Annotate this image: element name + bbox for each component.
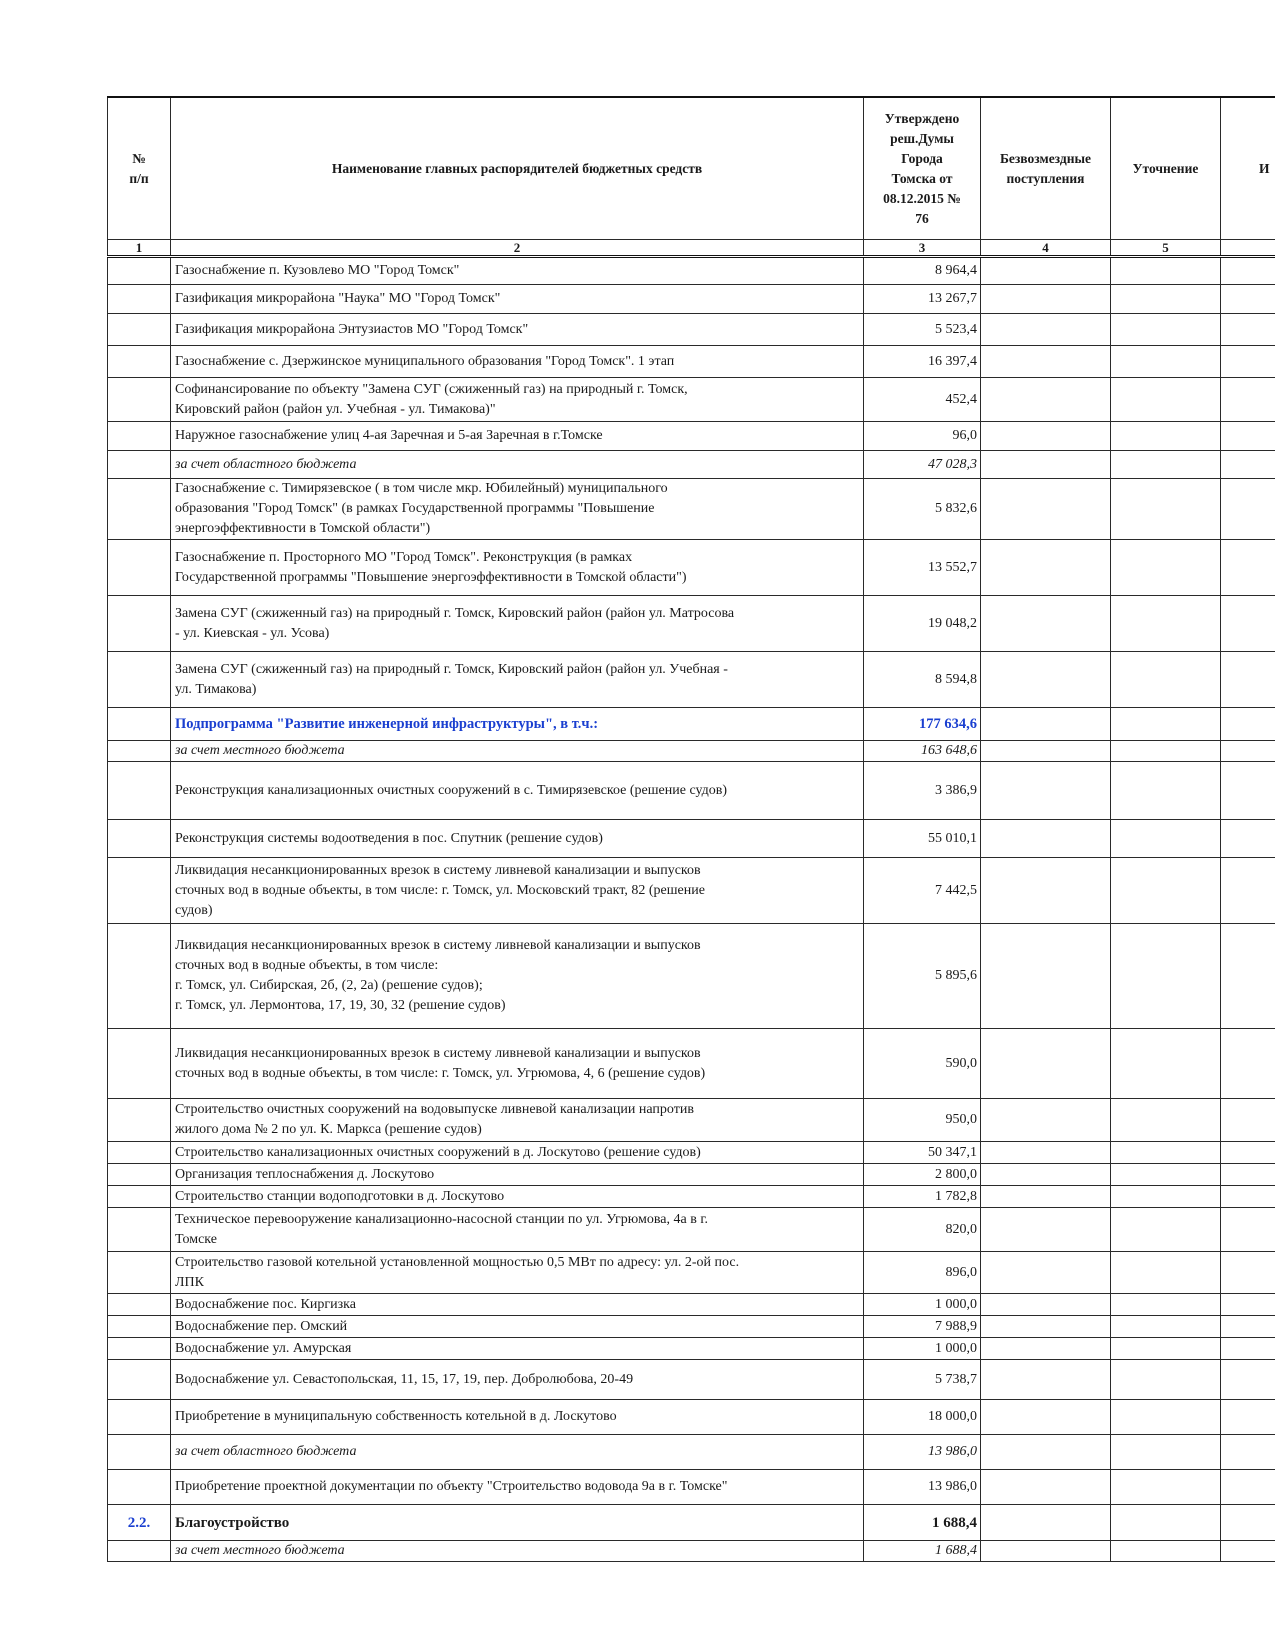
row-approved-value: 13 986,0	[864, 1470, 981, 1505]
row-name	[171, 741, 864, 762]
row-number	[108, 1360, 171, 1400]
row-name	[171, 820, 864, 858]
row-approved-value: 5 523,4	[864, 314, 981, 346]
row-extra-value	[1221, 652, 1275, 708]
row-number	[108, 1164, 171, 1186]
row-extra-value	[1221, 1186, 1275, 1208]
row-approved-value: 1 688,4	[864, 1505, 981, 1541]
row-name-text: Газификация микрорайона "Наука" МО "Город Томск"	[175, 291, 501, 306]
table-row	[108, 708, 1275, 741]
row-grants-value	[981, 479, 1111, 540]
row-extra-value	[1221, 708, 1275, 741]
row-approved-value: 820,0	[864, 1208, 981, 1252]
row-extra-value	[1221, 1029, 1275, 1099]
row-number	[108, 596, 171, 652]
row-name-text: за счет областного бюджета	[175, 456, 357, 472]
row-name	[171, 1400, 864, 1435]
row-extra-value	[1221, 1099, 1275, 1142]
row-grants-value	[981, 1316, 1111, 1338]
row-name-text: Благоустройство	[175, 1514, 290, 1531]
row-name-text: за счет местного бюджета	[175, 1543, 345, 1558]
row-grants-value	[981, 1505, 1111, 1541]
row-name-text: Реконструкция канализационных очистных сооружений в с. Тимирязевское (решение судов)	[175, 782, 727, 798]
row-extra-value	[1221, 1208, 1275, 1252]
row-number	[108, 1316, 171, 1338]
table-row	[108, 1252, 1275, 1294]
table-row	[108, 924, 1275, 1029]
row-name	[171, 596, 864, 652]
row-name-text: Газификация микрорайона Энтузиастов МО "Город Томск"	[175, 321, 529, 337]
header-row	[108, 97, 1275, 240]
table-row	[108, 1164, 1275, 1186]
row-name-text: Строительство станции водоподготовки в д. Лоскутово	[175, 1188, 505, 1204]
row-grants-value	[981, 858, 1111, 924]
row-approved-value: 896,0	[864, 1252, 981, 1294]
row-name-text: Строительство очистных сооружений на водовыпуске ливневой канализации напротив жилого дома № 2 по ул. К. Маркса (решение судов)	[175, 1102, 694, 1137]
row-approved-value: 1 000,0	[864, 1294, 981, 1316]
table-body	[108, 257, 1275, 1562]
row-number	[108, 1400, 171, 1435]
row-refine-value	[1111, 741, 1221, 762]
row-number	[108, 378, 171, 422]
row-approved-value: 13 986,0	[864, 1435, 981, 1470]
row-name	[171, 479, 864, 540]
row-name-text: Строительство газовой котельной установленной мощностью 0,5 МВт по адресу: ул. 2-ой пос. ЛПК	[175, 1254, 740, 1290]
row-name	[171, 1338, 864, 1360]
row-number	[108, 1294, 171, 1316]
row-extra-value	[1221, 1294, 1275, 1316]
row-grants-value	[981, 1186, 1111, 1208]
row-grants-value	[981, 1294, 1111, 1316]
column-index-row	[108, 240, 1275, 257]
row-name-text: Водоснабжение пос. Киргизка	[175, 1296, 356, 1312]
row-name-text: Ликвидация несанкционированных врезок в систему ливневой канализации и выпусков сточных вод в водные объекты, в том числе: г. Томск, ул. Московский тракт, 82 (решение судов)	[175, 862, 705, 918]
row-approved-value: 5 738,7	[864, 1360, 981, 1400]
row-name-text: Замена СУГ (сжиженный газ) на природный г. Томск, Кировский район (район ул. Учебная - ул. Тимакова)	[175, 661, 728, 697]
row-grants-value	[981, 924, 1111, 1029]
row-extra-value	[1221, 1541, 1275, 1562]
row-number	[108, 652, 171, 708]
row-name	[171, 1142, 864, 1164]
row-extra-value	[1221, 1164, 1275, 1186]
row-name-text: Газоснабжение п. Кузовлево МО "Город Томск"	[175, 263, 460, 278]
row-refine-value	[1111, 762, 1221, 820]
row-refine-value	[1111, 257, 1221, 285]
row-extra-value	[1221, 314, 1275, 346]
row-grants-value	[981, 1029, 1111, 1099]
column-index-4: 4	[981, 240, 1111, 257]
row-approved-value: 5 895,6	[864, 924, 981, 1029]
row-name-text: Ликвидация несанкционированных врезок в систему ливневой канализации и выпусков сточных вод в водные объекты, в том числе: г. Томск, ул. Угрюмова, 4, 6 (решение судов)	[175, 1045, 706, 1081]
header-extra: И	[1221, 97, 1275, 240]
table-row	[108, 1338, 1275, 1360]
row-name-text: Наружное газоснабжение улиц 4-ая Заречная и 5-ая Заречная в г.Томске	[175, 428, 603, 443]
row-name-text: Газоснабжение с. Тимирязевское ( в том числе мкр. Юбилейный) муниципального образования "Город Томск" (в рамках Государственной программы "Повышение энергоэффективности в Томской области")	[175, 481, 668, 536]
row-refine-value	[1111, 346, 1221, 378]
row-number	[108, 1541, 171, 1562]
row-approved-value: 590,0	[864, 1029, 981, 1099]
row-approved-value: 13 552,7	[864, 540, 981, 596]
row-name	[171, 540, 864, 596]
row-name	[171, 451, 864, 479]
row-extra-value	[1221, 1142, 1275, 1164]
table-row	[108, 1435, 1275, 1470]
table-row	[108, 314, 1275, 346]
row-extra-value	[1221, 741, 1275, 762]
row-name-text: Строительство канализационных очистных сооружений в д. Лоскутово (решение судов)	[175, 1144, 701, 1160]
row-grants-value	[981, 422, 1111, 451]
row-refine-value	[1111, 1142, 1221, 1164]
row-name-text: Приобретение проектной документации по объекту "Строительство водовода 9а в г. Томске"	[175, 1479, 728, 1494]
row-approved-value: 177 634,6	[864, 708, 981, 741]
row-name-text: Подпрограмма "Развитие инженерной инфраструктуры", в т.ч.:	[175, 716, 599, 732]
row-name	[171, 1470, 864, 1505]
table-row	[108, 1360, 1275, 1400]
row-refine-value	[1111, 858, 1221, 924]
row-number	[108, 479, 171, 540]
row-approved-value: 1 782,8	[864, 1186, 981, 1208]
row-number	[108, 1029, 171, 1099]
row-refine-value	[1111, 1338, 1221, 1360]
row-extra-value	[1221, 820, 1275, 858]
row-name	[171, 1186, 864, 1208]
row-name	[171, 1360, 864, 1400]
row-extra-value	[1221, 1338, 1275, 1360]
row-name	[171, 1164, 864, 1186]
budget-sheet	[107, 96, 1275, 1562]
row-approved-value: 7 442,5	[864, 858, 981, 924]
row-number	[108, 762, 171, 820]
table-row	[108, 451, 1275, 479]
row-grants-value	[981, 1435, 1111, 1470]
table-row	[108, 741, 1275, 762]
column-index-2: 2	[171, 240, 864, 257]
column-index-1: 1	[108, 240, 171, 257]
row-grants-value	[981, 1338, 1111, 1360]
row-name	[171, 1252, 864, 1294]
row-approved-value: 55 010,1	[864, 820, 981, 858]
row-refine-value	[1111, 1541, 1221, 1562]
row-grants-value	[981, 257, 1111, 285]
row-name	[171, 652, 864, 708]
row-refine-value	[1111, 1316, 1221, 1338]
table-row	[108, 1470, 1275, 1505]
row-number	[108, 346, 171, 378]
row-name	[171, 1294, 864, 1316]
table-row	[108, 596, 1275, 652]
table-row	[108, 762, 1275, 820]
row-approved-value: 8 964,4	[864, 257, 981, 285]
row-name	[171, 285, 864, 314]
table-row	[108, 1208, 1275, 1252]
row-grants-value	[981, 1252, 1111, 1294]
row-approved-value: 1 000,0	[864, 1338, 981, 1360]
row-name	[171, 257, 864, 285]
row-name-text: Приобретение в муниципальную собственность котельной в д. Лоскутово	[175, 1409, 617, 1424]
table-row	[108, 257, 1275, 285]
row-number	[108, 1142, 171, 1164]
row-number	[108, 1208, 171, 1252]
row-extra-value	[1221, 1435, 1275, 1470]
row-name-text: Газоснабжение п. Просторного МО "Город Томск". Реконструкция (в рамках Государственной программы "Повышение энергоэффективности в Томской области")	[175, 549, 687, 585]
row-number	[108, 451, 171, 479]
row-name-text: Реконструкция системы водоотведения в пос. Спутник (решение судов)	[175, 830, 603, 846]
row-refine-value	[1111, 378, 1221, 422]
row-name	[171, 1435, 864, 1470]
row-refine-value	[1111, 1470, 1221, 1505]
row-grants-value	[981, 708, 1111, 741]
row-refine-value	[1111, 1099, 1221, 1142]
row-approved-value: 16 397,4	[864, 346, 981, 378]
row-grants-value	[981, 346, 1111, 378]
row-grants-value	[981, 451, 1111, 479]
table-row	[108, 1142, 1275, 1164]
row-name-text: Водоснабжение ул. Севастопольская, 11, 15, 17, 19, пер. Добролюбова, 20-49	[175, 1371, 634, 1387]
row-name	[171, 762, 864, 820]
row-name	[171, 1541, 864, 1562]
row-number	[108, 741, 171, 762]
row-extra-value	[1221, 1470, 1275, 1505]
row-extra-value	[1221, 257, 1275, 285]
row-refine-value	[1111, 1435, 1221, 1470]
row-refine-value	[1111, 1186, 1221, 1208]
budget-table	[107, 96, 1275, 1562]
row-grants-value	[981, 762, 1111, 820]
row-refine-value	[1111, 422, 1221, 451]
row-approved-value: 950,0	[864, 1099, 981, 1142]
row-refine-value	[1111, 1208, 1221, 1252]
row-number	[108, 1099, 171, 1142]
row-name-text: за счет областного бюджета	[175, 1444, 357, 1459]
row-number	[108, 1338, 171, 1360]
table-row	[108, 1294, 1275, 1316]
row-name-text: Водоснабжение пер. Омский	[175, 1318, 348, 1334]
row-extra-value	[1221, 1505, 1275, 1541]
table-row	[108, 820, 1275, 858]
row-approved-value: 7 988,9	[864, 1316, 981, 1338]
table-row	[108, 1541, 1275, 1562]
row-grants-value	[981, 314, 1111, 346]
row-refine-value	[1111, 285, 1221, 314]
column-index-5: 5	[1111, 240, 1221, 257]
row-name	[171, 1505, 864, 1541]
row-refine-value	[1111, 1294, 1221, 1316]
row-name	[171, 1029, 864, 1099]
row-grants-value	[981, 1142, 1111, 1164]
row-grants-value	[981, 285, 1111, 314]
row-extra-value	[1221, 540, 1275, 596]
row-approved-value: 50 347,1	[864, 1142, 981, 1164]
row-approved-value: 47 028,3	[864, 451, 981, 479]
row-refine-value	[1111, 479, 1221, 540]
table-row	[108, 540, 1275, 596]
row-number	[108, 924, 171, 1029]
row-number	[108, 257, 171, 285]
row-name-text: Водоснабжение ул. Амурская	[175, 1340, 352, 1356]
row-approved-value: 8 594,8	[864, 652, 981, 708]
row-grants-value	[981, 596, 1111, 652]
row-extra-value	[1221, 858, 1275, 924]
row-name-text: Софинансирование по объекту "Замена СУГ (сжиженный газ) на природный г. Томск, Кировский район (район ул. Учебная - ул. Тимакова)"	[175, 381, 688, 417]
row-number: 2.2.	[108, 1505, 171, 1541]
row-extra-value	[1221, 422, 1275, 451]
row-refine-value	[1111, 924, 1221, 1029]
header-approved: Утверждено реш.Думы Города Томска от 08.12.2015 № 76	[864, 97, 981, 240]
row-refine-value	[1111, 1400, 1221, 1435]
row-extra-value	[1221, 1400, 1275, 1435]
row-name	[171, 1208, 864, 1252]
row-approved-value: 19 048,2	[864, 596, 981, 652]
row-extra-value	[1221, 378, 1275, 422]
row-approved-value: 96,0	[864, 422, 981, 451]
row-extra-value	[1221, 285, 1275, 314]
row-approved-value: 13 267,7	[864, 285, 981, 314]
column-index-extra	[1221, 240, 1275, 257]
table-row	[108, 1186, 1275, 1208]
table-row	[108, 422, 1275, 451]
column-index-3: 3	[864, 240, 981, 257]
table-row	[108, 378, 1275, 422]
row-grants-value	[981, 820, 1111, 858]
table-row	[108, 479, 1275, 540]
row-name-text: Ликвидация несанкционированных врезок в систему ливневой канализации и выпусков сточных вод в водные объекты, в том числе: г. Томск, ул. Сибирская, 2б, (2, 2а) (решение судов); г. Томск, ул. Лермонтова, 17, 19, 30, 32 (решение судов)	[175, 938, 701, 1013]
header-num: № п/п	[108, 97, 171, 240]
row-grants-value	[981, 652, 1111, 708]
row-name	[171, 858, 864, 924]
row-refine-value	[1111, 451, 1221, 479]
row-number	[108, 540, 171, 596]
row-grants-value	[981, 1470, 1111, 1505]
row-number	[108, 708, 171, 741]
row-refine-value	[1111, 314, 1221, 346]
table-row	[108, 1400, 1275, 1435]
table-row	[108, 1029, 1275, 1099]
row-number	[108, 285, 171, 314]
row-grants-value	[981, 1360, 1111, 1400]
table-row	[108, 346, 1275, 378]
row-approved-value: 163 648,6	[864, 741, 981, 762]
row-name-text: Техническое перевооружение канализационно-насосной станции по ул. Угрюмова, 4а в г. Томске	[175, 1211, 708, 1247]
row-refine-value	[1111, 1360, 1221, 1400]
row-refine-value	[1111, 1164, 1221, 1186]
row-number	[108, 820, 171, 858]
row-number	[108, 1186, 171, 1208]
row-name	[171, 708, 864, 741]
table-row	[108, 285, 1275, 314]
row-extra-value	[1221, 762, 1275, 820]
row-extra-value	[1221, 596, 1275, 652]
row-name	[171, 1316, 864, 1338]
row-refine-value	[1111, 1252, 1221, 1294]
row-extra-value	[1221, 479, 1275, 540]
header-grants: Безвозмездные поступления	[981, 97, 1111, 240]
row-refine-value	[1111, 820, 1221, 858]
row-grants-value	[981, 1541, 1111, 1562]
row-approved-value: 18 000,0	[864, 1400, 981, 1435]
row-number	[108, 422, 171, 451]
row-approved-value: 2 800,0	[864, 1164, 981, 1186]
row-grants-value	[981, 540, 1111, 596]
row-name-text: Газоснабжение с. Дзержинское муниципального образования "Город Томск". 1 этап	[175, 353, 675, 369]
row-approved-value: 3 386,9	[864, 762, 981, 820]
table-row	[108, 858, 1275, 924]
row-grants-value	[981, 1099, 1111, 1142]
row-name	[171, 346, 864, 378]
row-number	[108, 1435, 171, 1470]
row-grants-value	[981, 378, 1111, 422]
row-refine-value	[1111, 596, 1221, 652]
row-refine-value	[1111, 1505, 1221, 1541]
row-name-text: Организация теплоснабжения д. Лоскутово	[175, 1166, 435, 1182]
row-grants-value	[981, 741, 1111, 762]
row-refine-value	[1111, 540, 1221, 596]
header-refine: Уточнение	[1111, 97, 1221, 240]
row-name	[171, 314, 864, 346]
row-name	[171, 924, 864, 1029]
row-name	[171, 378, 864, 422]
row-number	[108, 314, 171, 346]
row-number	[108, 1470, 171, 1505]
row-extra-value	[1221, 346, 1275, 378]
table-row	[108, 652, 1275, 708]
row-number	[108, 1252, 171, 1294]
row-refine-value	[1111, 652, 1221, 708]
row-name-text: Замена СУГ (сжиженный газ) на природный г. Томск, Кировский район (район ул. Матросова - ул. Киевская - ул. Усова)	[175, 605, 735, 641]
row-refine-value	[1111, 1029, 1221, 1099]
table-row	[108, 1505, 1275, 1541]
row-extra-value	[1221, 1360, 1275, 1400]
row-name-text: за счет местного бюджета	[175, 743, 345, 758]
row-extra-value	[1221, 1252, 1275, 1294]
table-row	[108, 1316, 1275, 1338]
table-row	[108, 1099, 1275, 1142]
header-name: Наименование главных распорядителей бюджетных средств	[171, 97, 864, 240]
row-refine-value	[1111, 708, 1221, 741]
row-approved-value: 452,4	[864, 378, 981, 422]
row-grants-value	[981, 1208, 1111, 1252]
row-approved-value: 1 688,4	[864, 1541, 981, 1562]
row-name	[171, 1099, 864, 1142]
row-grants-value	[981, 1400, 1111, 1435]
row-extra-value	[1221, 451, 1275, 479]
row-extra-value	[1221, 1316, 1275, 1338]
row-extra-value	[1221, 924, 1275, 1029]
row-name	[171, 422, 864, 451]
row-grants-value	[981, 1164, 1111, 1186]
row-approved-value: 5 832,6	[864, 479, 981, 540]
row-number	[108, 858, 171, 924]
